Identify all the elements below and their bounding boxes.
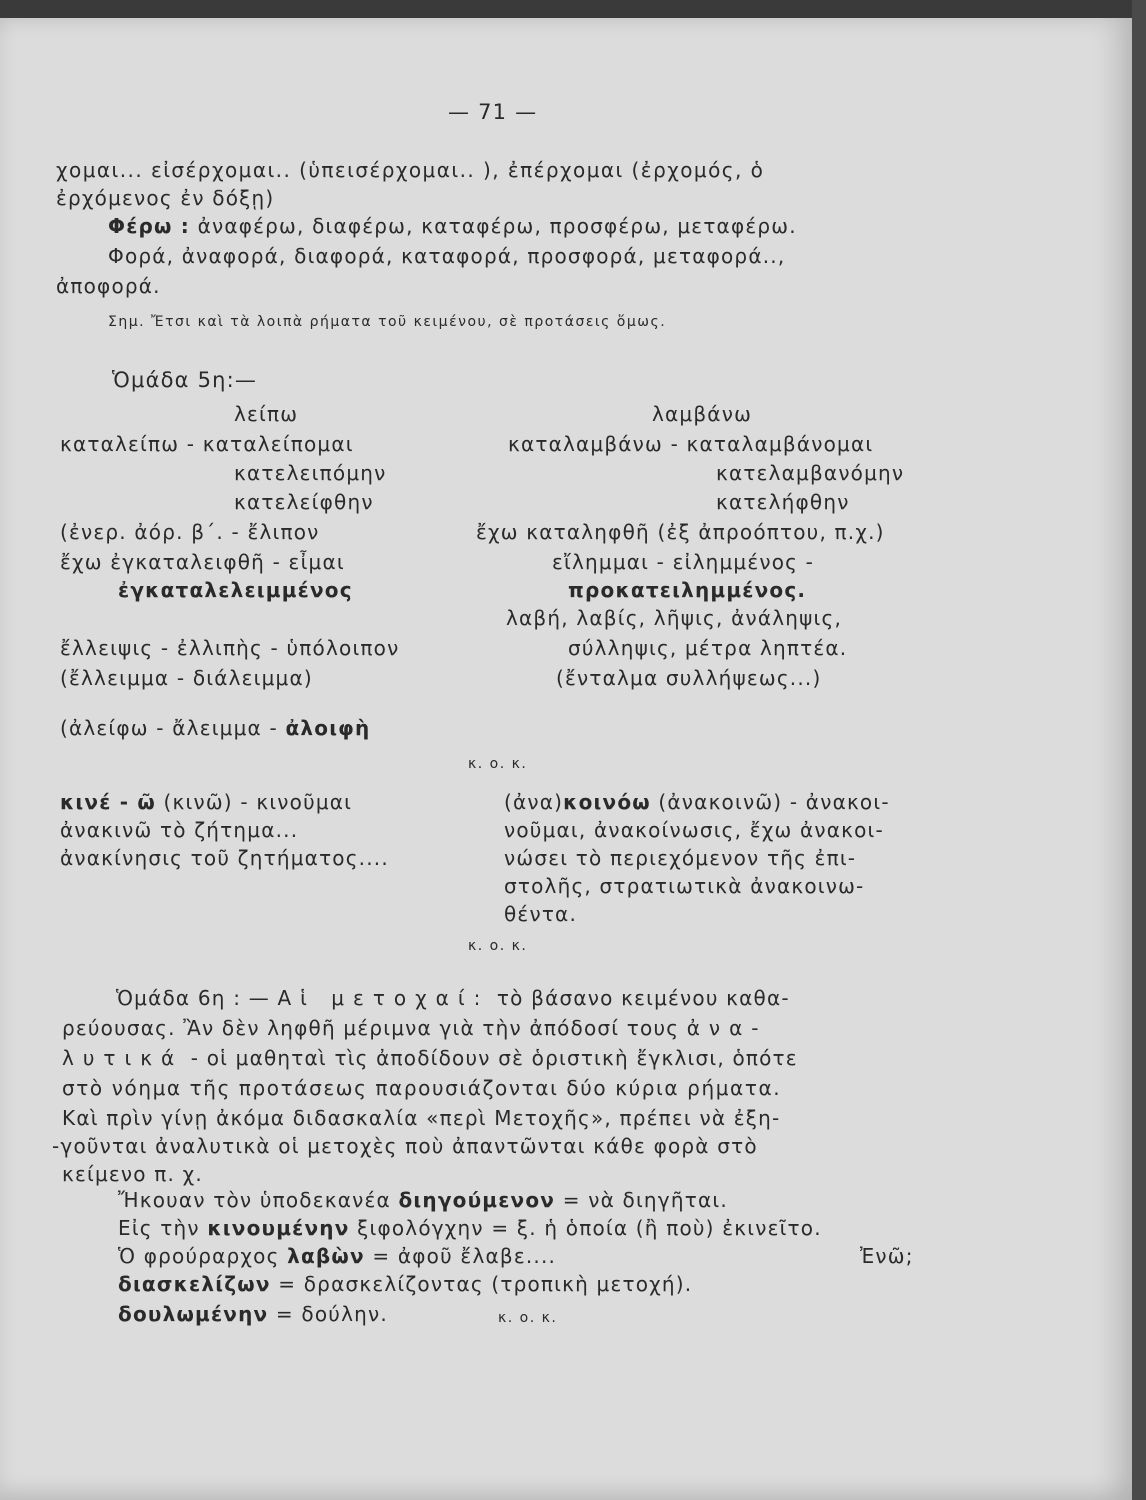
ex1-pre: Ἤκουαν τὸν ὑποδεκανέα: [118, 1188, 391, 1212]
kino-line-3: ἀνακίνησις τοῦ ζητήματος....: [60, 846, 389, 870]
ex2-bold: κινουμένην: [207, 1216, 350, 1240]
group6-p2-spaced: ἀνα-: [686, 1016, 768, 1040]
right-line-6: προκατειλημμένος.: [568, 578, 807, 602]
group6-line-6: -γοῦνται ἀναλυτικὰ οἱ μετοχὲς ποὺ ἀπαντῶνται κάθε φορὰ στὸ: [52, 1134, 758, 1158]
example-2: [118, 1216, 822, 1240]
group6-dash: —: [248, 986, 278, 1010]
alifo-line: [60, 716, 370, 740]
koino-line-1: [504, 790, 890, 814]
example-4: [118, 1272, 692, 1296]
right-line-7: λαβή, λαβίς, λῆψις, ἀνάληψις,: [506, 606, 843, 630]
ex1-bold: διηγούμενον: [398, 1188, 556, 1212]
fero-line: [108, 214, 797, 238]
group6-spaced: Αἱ μετοχαί:: [277, 986, 490, 1010]
group6-line-5: Καὶ πρὶν γίνῃ ἀκόμα διδασκαλία «περὶ Μετοχῆς», πρέπει νὰ ἐξη-: [62, 1106, 781, 1130]
ex3-bold: λαβὼν: [287, 1244, 365, 1268]
kino-line-2: ἀνακινῶ τὸ ζήτημα...: [60, 818, 299, 842]
koino-line-2: νοῦμαι, ἀνακοίνωσις, ἔχω ἀνακοι-: [504, 818, 884, 842]
fora-line: Φορά, ἀναφορά, διαφορά, καταφορά, προσφορά, μεταφορά..,: [108, 244, 786, 268]
ex5-bold: δουλωμένην: [118, 1302, 269, 1326]
group6-line-3: [62, 1046, 798, 1070]
page-number: — 71 —: [448, 100, 538, 124]
koino-line-4: στολῆς, στρατιωτικὰ ἀνακοινω-: [504, 874, 865, 898]
scan-edge: [1132, 0, 1146, 1500]
kino-bold: κινέ - ῶ: [60, 790, 156, 814]
lamvano-head: λαμβάνω: [652, 402, 753, 426]
kok-2: κ. ο. κ.: [468, 938, 528, 954]
ex3-pre: Ὁ φρούραρχος: [118, 1244, 280, 1268]
left-line-4: (ἐνερ. ἀόρ. β΄. - ἔλιπον: [60, 520, 320, 544]
koino-rest: (ἀνακοινῶ) - ἀνακοι-: [658, 790, 890, 814]
group6-line-2: [62, 1016, 768, 1040]
left-line-2: κατελειπόμην: [234, 461, 387, 485]
fero-rest: ἀναφέρω, διαφέρω, καταφέρω, προσφέρω, μεταφέρω.: [197, 214, 797, 238]
right-line-5: εἴλημμαι - εἰλημμένος -: [552, 550, 815, 574]
right-line-3: κατελήφθην: [716, 490, 850, 514]
group6-title: Ὁμάδα 6η :: [116, 986, 242, 1010]
intro-line-1: χομαι... εἰσέρχομαι.. (ὑπεισέρχομαι.. ), ἐπέρχομαι (ἐρχομός, ὁ: [56, 158, 765, 182]
koino-bold: κοινόω: [563, 790, 651, 814]
alifo-bold: ἀλοιφὴ: [285, 716, 371, 740]
group6-p3-spaced: λυτικά: [62, 1046, 184, 1070]
ex3-rest: = ἀφοῦ ἔλαβε....: [372, 1244, 557, 1268]
alifo-pre: (ἀλείφω - ἄλειμμα -: [60, 716, 278, 740]
kok-3: κ. ο. κ.: [498, 1310, 558, 1326]
group6-line-1: [116, 986, 790, 1010]
kino-line-1: [60, 790, 352, 814]
group6-p1-rest: τὸ βάσανο κειμένου καθα-: [496, 986, 790, 1010]
ex5-rest: = δούλην.: [275, 1302, 388, 1326]
note-line: Σημ. Ἔτσι καὶ τὰ λοιπὰ ρήματα τοῦ κειμένου, σὲ προτάσεις ὅμως.: [108, 314, 667, 330]
group6-line-4: στὸ νόημα τῆς προτάσεως παρουσιάζονται δύο κύρια ρήματα.: [62, 1076, 782, 1100]
left-line-6: ἐγκαταλελειμμένος: [118, 578, 353, 602]
ex1-rest: = νὰ διηγῆται.: [562, 1188, 728, 1212]
group6-line-7: κείμενο π. χ.: [62, 1162, 203, 1186]
ex4-rest: = δρασκελίζοντας (τροπικὴ μετοχή).: [278, 1272, 693, 1296]
right-line-2: κατελαμβανόμην: [716, 461, 905, 485]
leipo-head: λείπω: [234, 402, 299, 426]
intro-line-2: ἐρχόμενος ἐν δόξῃ): [56, 186, 275, 210]
group6-p3-rest: - οἱ μαθηταὶ τὶς ἀποδίδουν σὲ ὁριστικὴ ἔγκλισι, ὁπότε: [190, 1046, 798, 1070]
right-line-9: (ἔνταλμα συλλήψεως...): [556, 666, 822, 690]
ex2-rest: ξιφολόγχην = ξ. ἡ ὁποία (ἢ ποὺ) ἐκινεῖτο.: [357, 1216, 822, 1240]
koino-pre: (ἀνα): [504, 790, 564, 814]
kok-1: κ. ο. κ.: [468, 756, 528, 772]
apofora-line: ἀποφορά.: [56, 274, 161, 298]
left-line-3: κατελείφθην: [234, 490, 374, 514]
koino-line-5: θέντα.: [504, 902, 578, 926]
example-3-right: Ἐνῶ;: [860, 1244, 914, 1268]
fero-word: Φέρω :: [108, 214, 190, 238]
right-line-4: ἔχω καταληφθῆ (ἐξ ἀπροόπτου, π.χ.): [476, 520, 885, 544]
right-line-1: καταλαμβάνω - καταλαμβάνομαι: [508, 432, 874, 456]
right-line-8: σύλληψις, μέτρα ληπτέα.: [568, 636, 848, 660]
example-1: [118, 1188, 728, 1212]
ex4-bold: διασκελίζων: [118, 1272, 271, 1296]
ex2-pre: Εἰς τὴν: [118, 1216, 200, 1240]
example-5: [118, 1302, 388, 1326]
left-line-7: ἔλλειψις - ἐλλιπὴς - ὑπόλοιπον: [60, 636, 400, 660]
left-line-1: καταλείπω - καταλείπομαι: [60, 432, 354, 456]
group6-p2-pre: ρεύουσας. Ἂν δὲν ληφθῆ μέριμνα γιὰ τὴν ἀπόδοσί τους: [62, 1016, 680, 1040]
kino-rest: (κινῶ) - κινοῦμαι: [163, 790, 353, 814]
group5-title: Ὁμάδα 5η:—: [112, 368, 258, 392]
example-3: [118, 1244, 556, 1268]
koino-line-3: νώσει τὸ περιεχόμενον τῆς ἐπι-: [504, 846, 857, 870]
left-line-8: (ἔλλειμμα - διάλειμμα): [60, 666, 313, 690]
left-line-5: ἔχω ἐγκαταλειφθῆ - εἶμαι: [60, 550, 345, 574]
